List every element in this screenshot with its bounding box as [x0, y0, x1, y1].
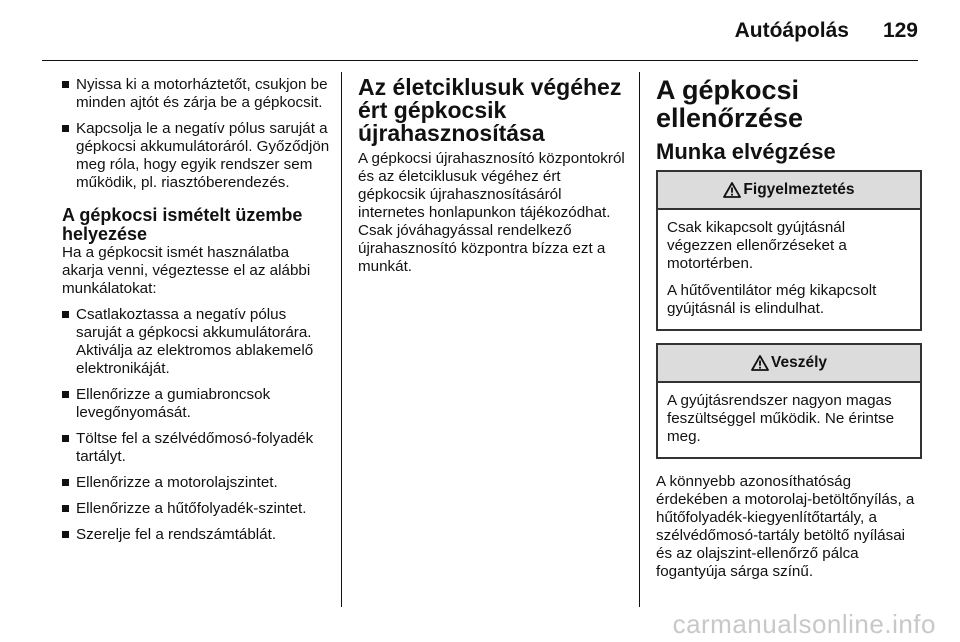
recycling-body: A gépkocsi újrahasznosító központokról és az életciklusuk végéhez ért gépkocsik újrahasznosításáról internetes honlapunkon tájékozódhat. Csak jóváhagyással rendelkező újrahasznosító központra bízza ezt a munkát. — [358, 150, 625, 275]
inspection-heading: A gépkocsi ellenőrzése — [656, 75, 804, 133]
square-bullet-icon — [62, 505, 69, 512]
warning-triangle-icon — [751, 355, 769, 371]
square-bullet-icon — [62, 391, 69, 398]
square-bullet-icon — [62, 479, 69, 486]
column-divider-1 — [341, 72, 342, 607]
list-item: Nyissa ki a motorháztetőt, csukjon be minden ajtót és zárja be a gépkocsit. — [62, 76, 330, 112]
danger-box-title: Veszély — [770, 354, 828, 371]
work-subheading: Munka elvégzése — [656, 139, 836, 164]
square-bullet-icon — [62, 435, 69, 442]
list-item: Szerelje fel a rendszámtáblát. — [62, 526, 330, 544]
square-bullet-icon — [62, 311, 69, 318]
square-bullet-icon — [62, 531, 69, 538]
list-item: Csatlakoztassa a negatív pólus saruját a gépkocsi akkumulátorára. Aktiválja az elektromos ablakemelő elektronikáját. — [62, 306, 330, 378]
warning-box-header — [658, 172, 920, 210]
bullet-list-top — [62, 76, 330, 192]
warning-box-title: Figyelmeztetés — [743, 181, 855, 198]
danger-box-header — [658, 345, 920, 383]
danger-box — [656, 343, 922, 459]
warning-box-body: Csak kikapcsolt gyújtásnál végezzen ellenőrzéseket a motortérben. A hűtőventilátor még kikapcsolt gyújtásnál is elindulhat. — [667, 219, 877, 317]
bullet-list-bottom — [62, 306, 330, 544]
warning-box — [656, 170, 922, 331]
page-header — [0, 16, 918, 46]
watermark: carmanualsonline.info — [672, 609, 936, 639]
square-bullet-icon — [62, 125, 69, 132]
list-item: Töltse fel a szélvédőmosó-folyadék tartályt. — [62, 430, 330, 466]
section-subheading: A gépkocsi ismételt üzembe helyezése — [62, 205, 303, 244]
list-item: Kapcsolja le a negatív pólus saruját a gépkocsi akkumulátoráról. Győződjön meg róla, hogy egyik rendszer sem működik, pl. riasztóberendezés. — [62, 120, 330, 192]
column-2 — [358, 76, 628, 284]
list-item: Ellenőrizze a hűtőfolyadék-szintet. — [62, 500, 330, 518]
intro-text: Ha a gépkocsit ismét használatba akarja venni, végeztesse el az alábbi munkálatokat: — [62, 244, 311, 297]
danger-box-body: A gyújtásrendszer nagyon magas feszültséggel működik. Ne érintse meg. — [667, 392, 895, 445]
header-rule — [42, 60, 918, 61]
column-1 — [62, 76, 330, 552]
square-bullet-icon — [62, 81, 69, 88]
list-item: Ellenőrizze a motorolajszintet. — [62, 474, 330, 492]
recycling-heading: Az életciklusuk végéhez ért gépkocsik újrahasznosítása — [358, 74, 622, 146]
column-divider-2 — [639, 72, 640, 607]
header-title: Autóápolás — [734, 19, 849, 42]
page-number: 129 — [882, 19, 918, 42]
inspection-body: A könnyebb azonosíthatóság érdekében a motorolaj-betöltőnyílás, a hűtőfolyadék-kiegyenlítőtartály, a szélvédőmosó-tartály betöltő nyílásai és az olajszint-ellenőrző pálca fogantyúja sárga színű. — [656, 473, 915, 580]
column-3 — [656, 76, 922, 589]
warning-triangle-icon — [723, 182, 741, 198]
list-item: Ellenőrizze a gumiabroncsok levegőnyomását. — [62, 386, 330, 422]
